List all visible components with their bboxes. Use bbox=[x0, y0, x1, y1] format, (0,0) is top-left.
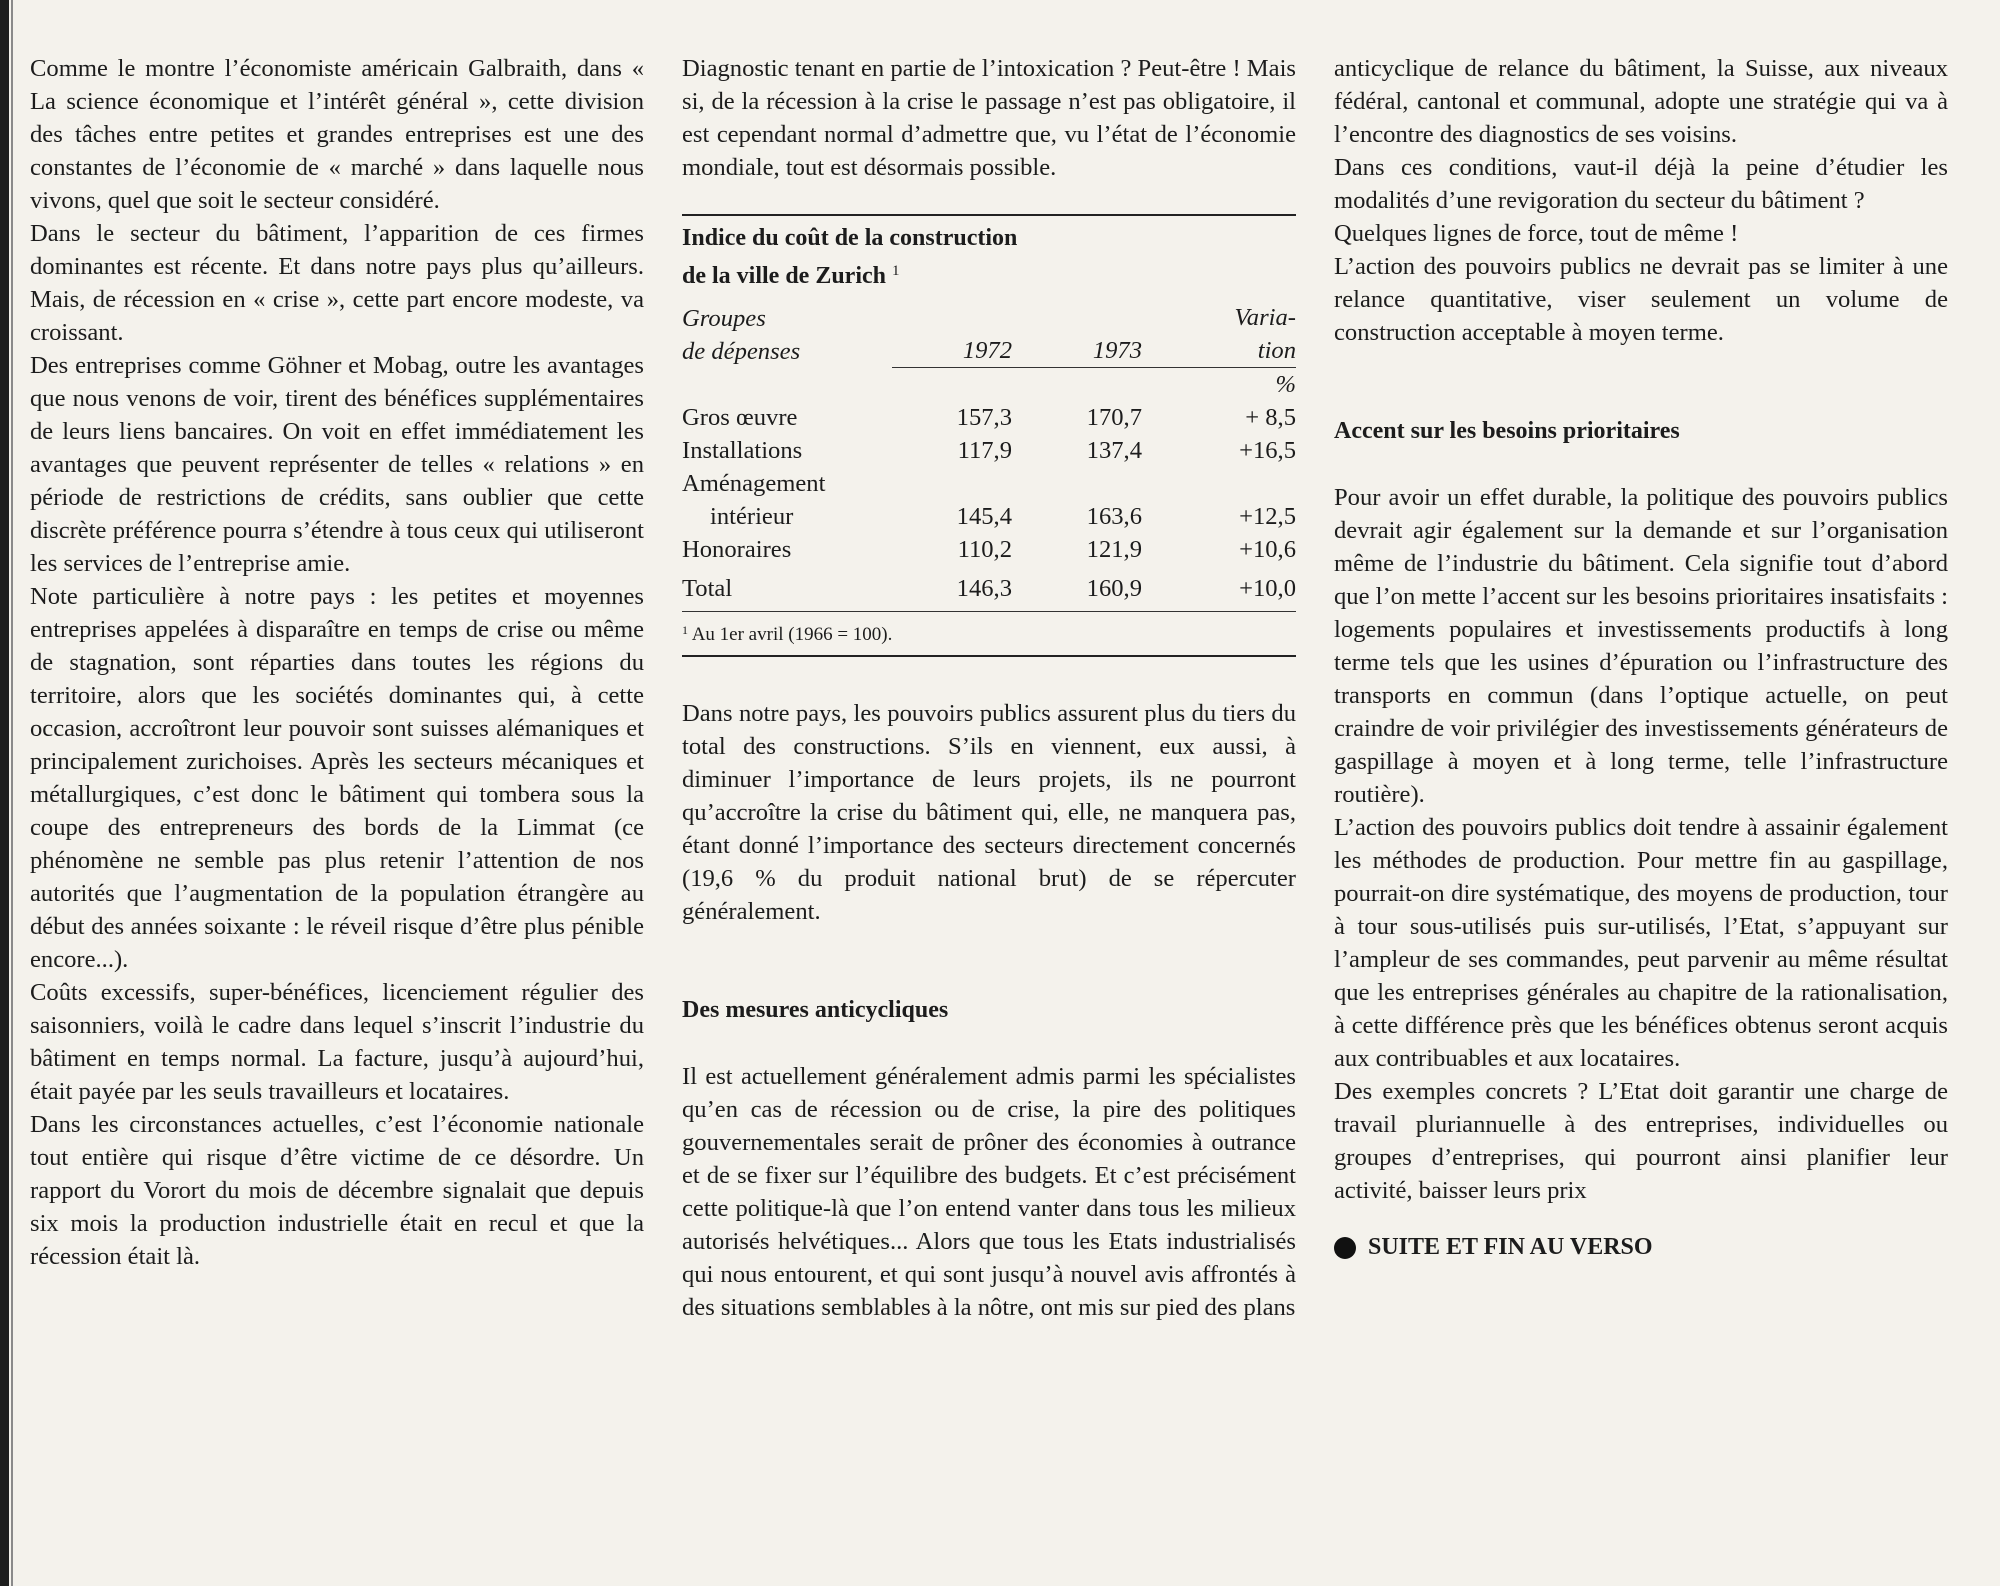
table-title-note-mark: 1 bbox=[892, 263, 900, 279]
bullet-icon bbox=[1334, 1237, 1356, 1259]
row-label: Gros œuvre bbox=[682, 404, 798, 431]
page-edge-line bbox=[11, 0, 13, 1586]
row-label: Total bbox=[682, 575, 733, 602]
column-1 bbox=[30, 52, 644, 1273]
paragraph: Des entreprises comme Göhner et Mobag, outre les avantages que nous venons de voir, tirent des bénéfices supplémentaires de leurs liens bancaires. On voit en effet immédiatement les avantages que peuvent représenter de telles « relations » en période de restrictions de crédits, sans oublier que cette discrète préférence pourra s’étendre à tous ceux qui utiliseront les services de l’entreprise amie. bbox=[30, 352, 644, 577]
header-year-1972: 1972 bbox=[892, 301, 1022, 368]
header-variation-line-2: tion bbox=[1257, 337, 1296, 364]
cell-1972: 146,3 bbox=[956, 575, 1012, 602]
cell-variation: +10,6 bbox=[1239, 536, 1296, 563]
row-label: Honoraires bbox=[682, 536, 792, 563]
cell-variation: +12,5 bbox=[1239, 503, 1296, 530]
table-header-row bbox=[682, 301, 1296, 368]
table-title bbox=[682, 216, 1296, 293]
cell-1973: 163,6 bbox=[1086, 503, 1142, 530]
cell-variation: +10,0 bbox=[1239, 575, 1296, 602]
table-footnote bbox=[682, 611, 1296, 655]
continued-notice bbox=[1334, 1231, 1948, 1264]
cell-1973: 137,4 bbox=[1086, 437, 1142, 464]
table-row-total bbox=[682, 566, 1296, 605]
cell-1973: 170,7 bbox=[1086, 404, 1142, 431]
table-row bbox=[682, 401, 1296, 434]
header-groups-line-2: de dépenses bbox=[682, 337, 801, 365]
row-label-line-2: intérieur bbox=[710, 503, 794, 530]
table-row bbox=[682, 434, 1296, 467]
row-label-line-1: Aménagement bbox=[682, 470, 826, 497]
table-row bbox=[682, 500, 1296, 533]
page-edge-shadow bbox=[0, 0, 9, 1586]
header-year-1973: 1973 bbox=[1022, 301, 1152, 368]
cell-1972: 110,2 bbox=[957, 536, 1012, 563]
cell-1972: 117,9 bbox=[957, 437, 1012, 464]
table-title-line-2: de la ville de Zurich bbox=[682, 263, 886, 289]
continued-notice-text: SUITE ET FIN AU VERSO bbox=[1368, 1234, 1653, 1260]
header-variation-line-1: Varia- bbox=[1234, 304, 1296, 331]
paragraph: Dans le secteur du bâtiment, l’apparition de ces firmes dominantes est récente. Et dans notre pays plus qu’ailleurs. Mais, de récession en « crise », cette part encore modeste, va croissant. bbox=[30, 220, 644, 346]
cell-variation: + 8,5 bbox=[1245, 404, 1296, 431]
table-title-line-1: Indice du coût de la construction bbox=[682, 225, 1018, 251]
cell-1972: 157,3 bbox=[956, 404, 1012, 431]
paragraph: Des exemples concrets ? L’Etat doit garantir une charge de travail pluriannuelle à des entreprises, individuelles ou groupes d’entreprises, qui pourront ainsi planifier leur activité, baisser leurs prix bbox=[1334, 1078, 1948, 1204]
paragraph: Pour avoir un effet durable, la politique des pouvoirs publics devrait agir également sur la demande et sur l’organisation même de l’industrie du bâtiment. Cela signifie tout d’abord que l’on mette l’accent sur les besoins prioritaires insatisfaits : logements populaires et investissements productifs à long terme tels que les usines d’épuration ou l’infrastructure des transports en commun (dans l’optique actuelle, on peut craindre de voir privilégier des investissements générateurs de gaspillage à moyen et à long terme, telle l’infrastructure routière). bbox=[1334, 484, 1948, 808]
header-variation bbox=[1152, 301, 1296, 368]
header-groups-line-1: Groupes bbox=[682, 304, 766, 332]
paragraph: Diagnostic tenant en partie de l’intoxication ? Peut-être ! Mais si, de la récession à la crise le passage n’est pas obligatoire, il est cependant normal d’admettre que, vu l’état de l’économie mondiale, tout est désormais possible. bbox=[682, 55, 1296, 181]
paragraph: Dans ces conditions, vaut-il déjà la peine d’étudier les modalités d’une revigoration du secteur du bâtiment ? bbox=[1334, 154, 1948, 214]
table-bottom-rule bbox=[682, 655, 1296, 657]
paragraph: Dans notre pays, les pouvoirs publics assurent plus du tiers du total des constructions. S’ils en viennent, eux aussi, à diminuer l’importance de leurs projets, ils ne pourront qu’accroître la crise du bâtiment qui, elle, ne manquera pas, étant donné l’importance des secteurs directement concernés (19,6 % du produit national brut) de se répercuter généralement. bbox=[682, 700, 1296, 925]
cell-variation: +16,5 bbox=[1239, 437, 1296, 464]
paragraph: L’action des pouvoirs publics doit tendre à assainir également les méthodes de production. Pour mettre fin au gaspillage, pourrait-on dire systématique, des moyens de production, tour à tour sous-utilisés puis sur-utilisés, l’Etat, s’appuyant sur l’ampleur de ses commandes, peut parvenir au même résultat que les entreprises générales au chapitre de la rationalisation, à cette différence près que les bénéfices obtenus seront acquis aux contribuables et aux locataires. bbox=[1334, 814, 1948, 1072]
table-row-label-line bbox=[682, 467, 1296, 500]
paragraph: Comme le montre l’économiste américain Galbraith, dans « La science économique et l’intérêt général », cette division des tâches entre petites et grandes entreprises est une des constantes de l’économie de « marché » dans laquelle nous vivons, quel que soit le secteur considéré. bbox=[30, 55, 644, 214]
column-3 bbox=[1334, 52, 1948, 1264]
cell-1972: 145,4 bbox=[956, 503, 1012, 530]
paragraph: Note particulière à notre pays : les petites et moyennes entreprises appelées à disparaître en temps de crise ou même de stagnation, sont réparties dans toutes les régions du territoire, alors que les sociétés dominantes qui, à cette occasion, accroîtront leur pouvoir sont suisses alémaniques et principalement zurichoises. Après les secteurs mécaniques et métallurgiques, c’est donc le bâtiment qui tombera sous la coupe des entrepreneurs des bords de la Limmat (ce phénomène ne semble pas plus retenir l’attention de nos autorités que l’augmentation de la population étrangère au début des années soixante : le réveil risque d’être plus pénible encore...). bbox=[30, 583, 644, 973]
paragraph: L’action des pouvoirs publics ne devrait pas se limiter à une relance quantitative, viser seulement un volume de construction acceptable à moyen terme. bbox=[1334, 253, 1948, 346]
section-heading: Des mesures anticycliques bbox=[682, 997, 949, 1023]
cost-index-table-box bbox=[682, 214, 1296, 657]
paragraph: Dans les circonstances actuelles, c’est l’économie nationale tout entière qui risque d’être victime de ce désordre. Un rapport du Vorort du mois de décembre signalait que depuis six mois la production industrielle était en recul et que la récession était là. bbox=[30, 1111, 644, 1270]
cell-1973: 160,9 bbox=[1086, 575, 1142, 602]
row-label: Installations bbox=[682, 437, 803, 464]
cell-1973: 121,9 bbox=[1086, 536, 1142, 563]
paragraph: Il est actuellement généralement admis parmi les spécialistes qu’en cas de récession ou de crise, la pire des politiques gouvernementales serait de prôner des économies à outrance et de se fixer sur l’équilibre des budgets. Et c’est précisément cette politique-là que l’on entend vanter dans tous les milieux autorisés helvétiques... Alors que tous les Etats industrialisés qui nous entourent, et qui sont jusqu’à nouvel avis affrontés à des situations semblables à la nôtre, ont mis sur pied des plans bbox=[682, 1063, 1296, 1321]
table-row bbox=[682, 533, 1296, 566]
table-unit-row bbox=[682, 368, 1296, 402]
paragraph: Coûts excessifs, super-bénéfices, licenciement régulier des saisonniers, voilà le cadre dans lequel s’inscrit l’industrie du bâtiment en temps normal. La facture, jusqu’à aujourd’hui, était payée par les seuls travailleurs et locataires. bbox=[30, 979, 644, 1105]
footnote-text: Au 1er avril (1966 = 100). bbox=[691, 624, 893, 645]
paragraph: anticyclique de relance du bâtiment, la Suisse, aux niveaux fédéral, cantonal et communal, adopte une stratégie qui va à l’encontre des diagnostics de ses voisins. bbox=[1334, 55, 1948, 148]
cost-index-table bbox=[682, 301, 1296, 605]
section-heading: Accent sur les besoins prioritaires bbox=[1334, 418, 1680, 444]
paragraph: Quelques lignes de force, tout de même ! bbox=[1334, 220, 1739, 247]
unit-percent: % bbox=[1275, 371, 1296, 398]
footnote-mark: 1 bbox=[682, 623, 688, 637]
header-groups bbox=[682, 301, 892, 368]
column-2 bbox=[682, 52, 1296, 1324]
